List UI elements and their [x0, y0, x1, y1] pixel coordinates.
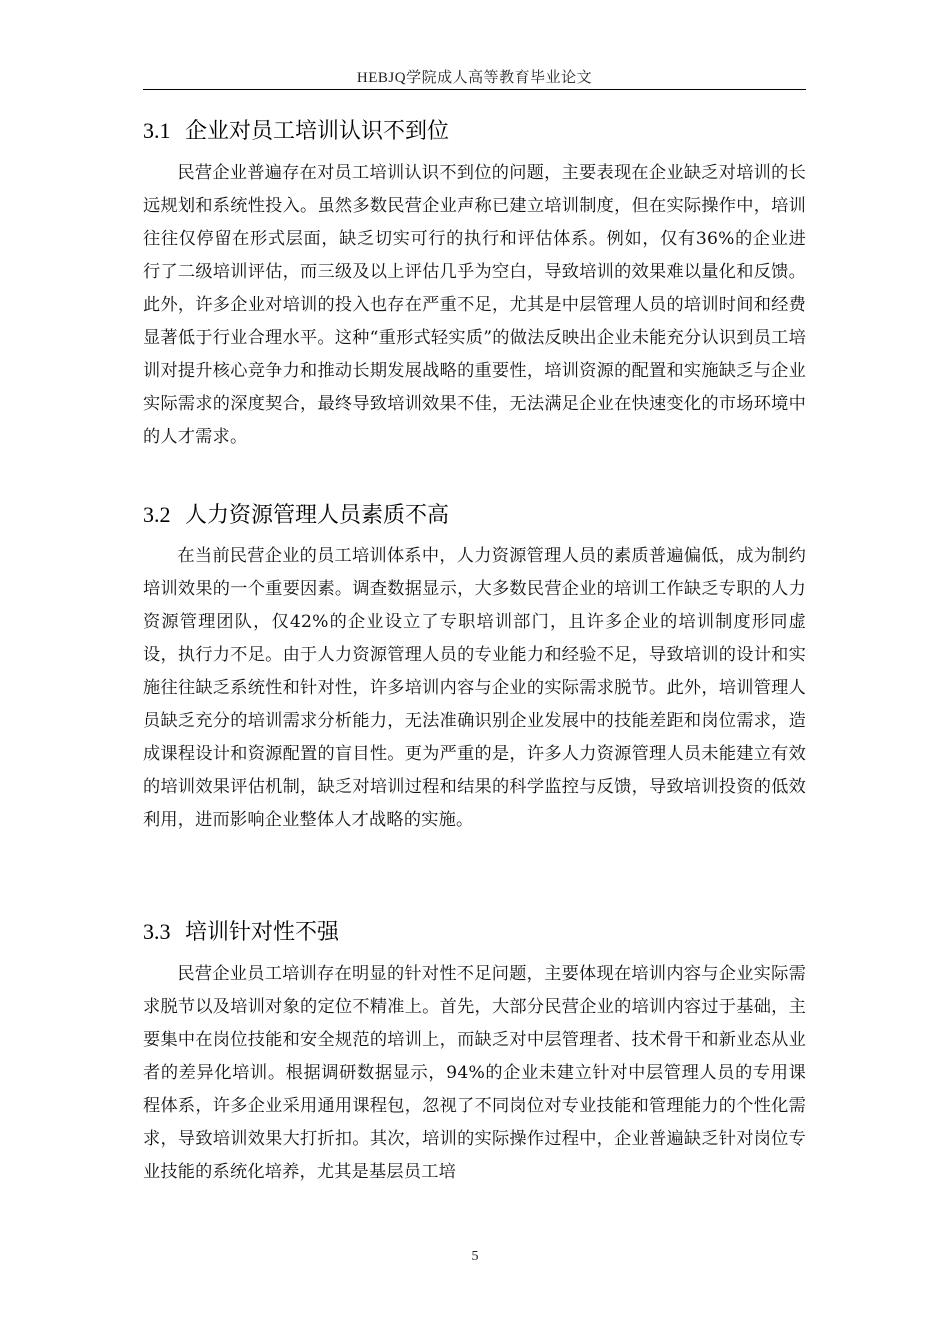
section-heading-3-1 — [143, 116, 449, 147]
section-number: 3.2 — [143, 502, 171, 527]
section-heading-3-3 — [143, 917, 339, 948]
section-paragraph-3-3: 民营企业员工培训存在明显的针对性不足问题，主要体现在培训内容与企业实际需求脱节以及培训对象的定位不精准上。首先，大部分民营企业的培训内容过于基础，主要集中在岗位技能和安全规范的培训上，而缺乏对中层管理者、技术骨干和新业态从业者的差异化培训。根据调研数据显示，94%的企业未建立针对中层管理人员的专用课程体系，许多企业采用通用课程包，忽视了不同岗位对专业技能和管理能力的个性化需求，导致培训效果大打折扣。其次，培训的实际操作过程中，企业普遍缺乏针对岗位专业技能的系统化培养，尤其是基层员工培 — [143, 964, 806, 1182]
running-header: HEBJQ学院成人高等教育毕业论文 — [356, 70, 593, 86]
page-number: 5 — [471, 1249, 479, 1264]
section-number: 3.3 — [143, 919, 171, 944]
section-paragraph-3-2: 在当前民营企业的员工培训体系中，人力资源管理人员的素质普遍偏低，成为制约培训效果的一个重要因素。调查数据显示，大多数民营企业的培训工作缺乏专职的人力资源管理团队，仅42%的企业设立了专职培训部门，且许多企业的培训制度形同虚设，执行力不足。由于人力资源管理人员的专业能力和经验不足，导致培训的设计和实施往往缺乏系统性和针对性，许多培训内容与企业的实际需求脱节。此外，培训管理人员缺乏充分的培训需求分析能力，无法准确识别企业发展中的技能差距和岗位需求，造成课程设计和资源配置的盲目性。更为严重的是，许多人力资源管理人员未能建立有效的培训效果评估机制，缺乏对培训过程和结果的科学监控与反馈，导致培训投资的低效利用，进而影响企业整体人才战略的实施。 — [143, 546, 806, 830]
section-title: 企业对员工培训认识不到位 — [185, 119, 450, 144]
section-title: 培训针对性不强 — [185, 920, 340, 945]
header-divider — [143, 89, 806, 90]
section-number: 3.1 — [143, 118, 171, 143]
section-heading-3-2 — [143, 500, 449, 531]
section-title: 人力资源管理人员素质不高 — [185, 503, 450, 528]
section-paragraph-3-1: 民营企业普遍存在对员工培训认识不到位的问题，主要表现在企业缺乏对培训的长远规划和系统性投入。虽然多数民营企业声称已建立培训制度，但在实际操作中，培训往往仅停留在形式层面，缺乏切实可行的执行和评估体系。例如，仅有36%的企业进行了二级培训评估，而三级及以上评估几乎为空白，导致培训的效果难以量化和反馈。此外，许多企业对培训的投入也存在严重不足，尤其是中层管理人员的培训时间和经费显著低于行业合理水平。这种“重形式轻实质”的做法反映出企业未能充分认识到员工培训对提升核心竞争力和推动长期发展战略的重要性，培训资源的配置和实施缺乏与企业实际需求的深度契合，最终导致培训效果不佳，无法满足企业在快速变化的市场环境中的人才需求。 — [143, 163, 806, 447]
